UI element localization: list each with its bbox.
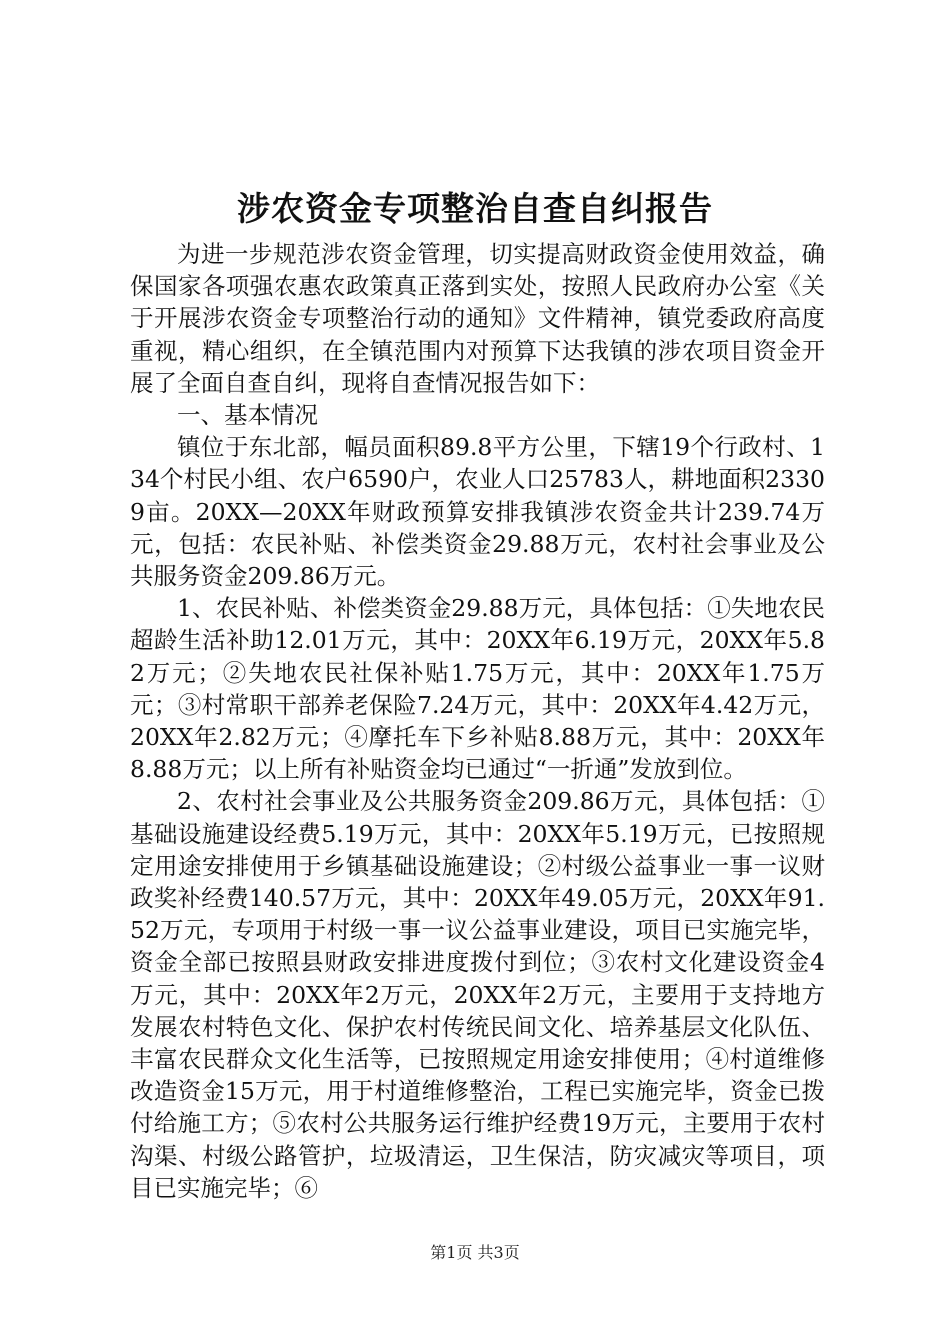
document-title: 涉农资金专项整治自查自纠报告 (237, 189, 713, 228)
paragraph-farmer-subsidies: 1、农民补贴、补偿类资金29.88万元，具体包括：①失地农民超龄生活补助12.01万元，其中：20XX年6.19万元，20XX年5.82万元；②失地农民社保补贴1.75万元，其中：20XX年1.75万元；③村常职干部养老保险7.24万元，其中：20XX年4.42万元，20XX年2.82万元；④摩托车下乡补贴8.88万元，其中：20XX年8.88万元；以上所有补贴资金均已通过“一折通”发放到位。 (130, 594, 825, 784)
document-body (130, 238, 825, 1204)
paragraph-town-overview: 镇位于东北部，幅员面积89.8平方公里，下辖19个行政村、134个村民小组、农户6590户，农业人口25783人，耕地面积23309亩。20XX—20XX年财政预算安排我镇涉农资金共计239.74万元，包括：农民补贴、补偿类资金29.88万元，农村社会事业及公共服务资金209.86万元。 (130, 433, 825, 591)
paragraph-public-services: 2、农村社会事业及公共服务资金209.86万元，具体包括：①基础设施建设经费5.19万元，其中：20XX年5.19万元，已按照规定用途安排使用于乡镇基础设施建设；②村级公益事业一事一议财政奖补经费140.57万元，其中：20XX年49.05万元，20XX年91.52万元，专项用于村级一事一议公益事业建设，项目已实施完毕，资金全部已按照县财政安排进度拨付到位；③农村文化建设资金4万元，其中：20XX年2万元，20XX年2万元，主要用于支持地方发展农村特色文化、保护农村传统民间文化、培养基层文化队伍、丰富农民群众文化生活等，已按照规定用途安排使用；④村道维修改造资金15万元，用于村道维修整治，工程已实施完毕，资金已拨付给施工方；⑤农村公共服务运行维护经费19万元，主要用于农村沟渠、村级公路管护，垃圾清运，卫生保洁，防灾减灾等项目，项目已实施完毕；⑥ (130, 787, 825, 1202)
section-heading-basic-situation: 一、基本情况 (177, 401, 318, 430)
page-number-footer: 第1页 共3页 (430, 1243, 520, 1262)
paragraph-intro: 为进一步规范涉农资金管理，切实提高财政资金使用效益，确保国家各项强农惠农政策真正落到实处，按照人民政府办公室《关于开展涉农资金专项整治行动的通知》文件精神，镇党委政府高度重视，精心组织，在全镇范围内对预算下达我镇的涉农项目资金开展了全面自查自纠，现将自查情况报告如下： (130, 240, 825, 397)
